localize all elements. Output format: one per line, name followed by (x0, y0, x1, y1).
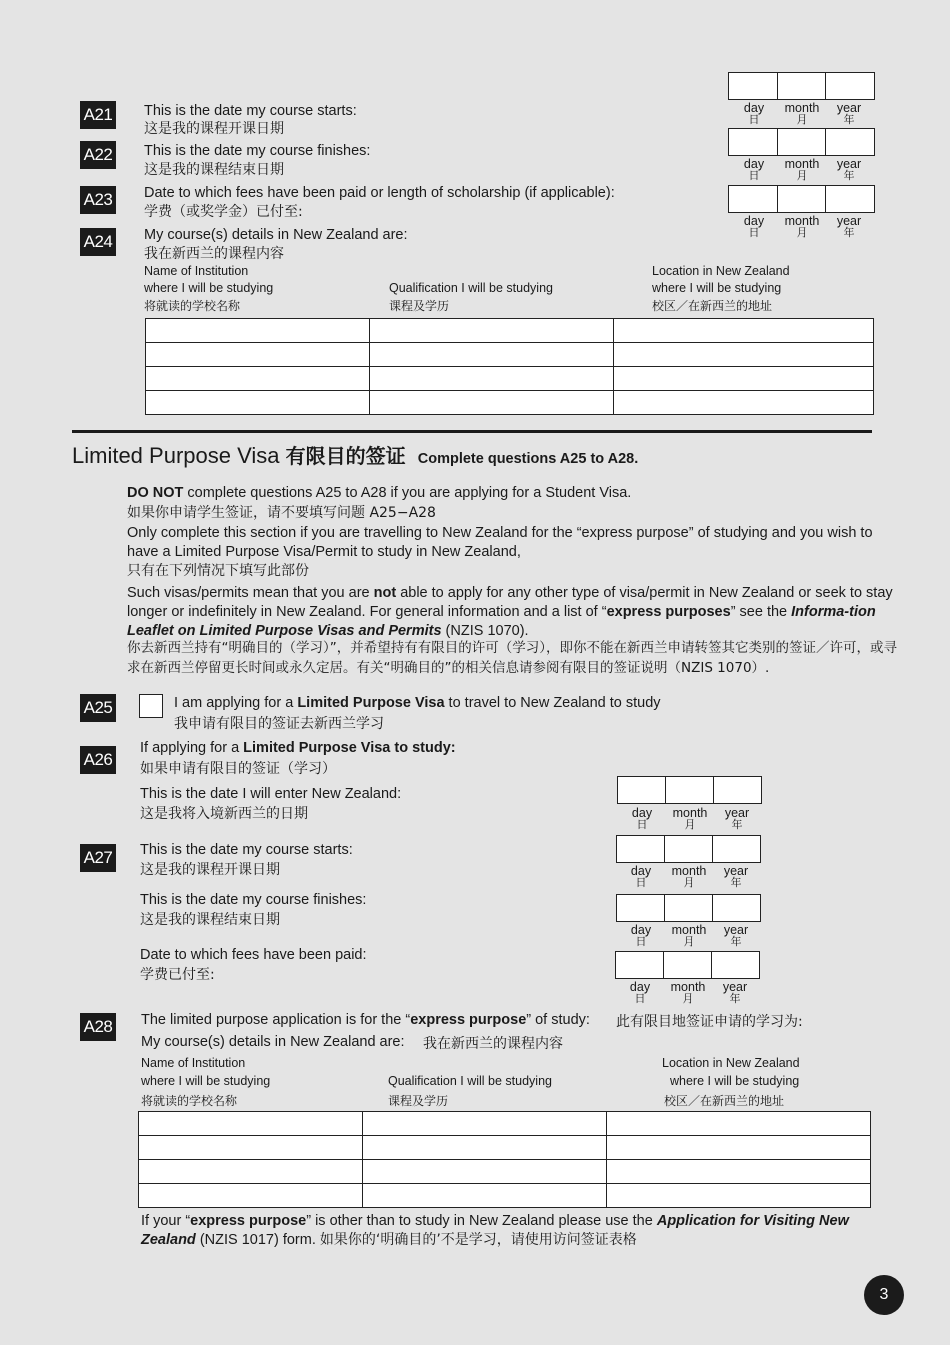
institution-input[interactable] (139, 1160, 362, 1183)
col-qualification-header: Qualification I will be studying (389, 281, 553, 295)
a26-month-input[interactable] (666, 777, 713, 803)
a23-label: Date to which fees have been paid or length of scholarship (if applicable): (144, 185, 615, 201)
question-number-a27: A27 (80, 844, 116, 872)
a22-year-input[interactable] (826, 129, 874, 155)
section-title: Limited Purpose Visa 有限目的签证 Complete questions A25 to A28. (72, 443, 639, 468)
a21-day-input[interactable] (729, 73, 777, 99)
page-number: 3 (864, 1275, 904, 1315)
col-qualification-header: Qualification I will be studying (388, 1074, 552, 1088)
paragraph-do-not-zh: 如果你申请学生签证，请不要填写问题 A25−A28 (127, 505, 436, 521)
col-location-header-zh: 校区／在新西兰的地址 (652, 299, 773, 313)
a27-start-month-input[interactable] (665, 836, 712, 862)
a27-start-month-label: month 月 (671, 864, 707, 889)
footer-note: If your “express purpose” is other than to study in New Zealand please use the Application for Visiting New Zealand (NZIS 1017) form. 如果你的‘明确目的’不是学习，请使用访问签证表格 (141, 1213, 849, 1248)
institution-input[interactable] (139, 1136, 362, 1159)
a27-finish-month-input[interactable] (665, 895, 712, 921)
a27-finish-label-zh: 这是我的课程结束日期 (140, 912, 280, 928)
a27-fees-month-label: month 月 (670, 980, 706, 1005)
qualification-input[interactable] (370, 343, 614, 366)
a23-label-zh: 学费（或奖学金）已付至: (144, 204, 303, 220)
location-input[interactable] (614, 391, 873, 414)
institution-input[interactable] (139, 1184, 362, 1207)
institution-input[interactable] (146, 319, 369, 342)
a27-start-label: This is the date my course starts: (140, 842, 353, 858)
a22-day-label: day 日 (743, 157, 765, 182)
col-qualification-header-zh: 课程及学历 (389, 299, 450, 313)
a23-month-input[interactable] (778, 186, 826, 212)
a27-finish-year-input[interactable] (713, 895, 760, 921)
a26-year-input[interactable] (714, 777, 761, 803)
a22-date-field[interactable] (728, 128, 875, 156)
a23-day-input[interactable] (729, 186, 777, 212)
qualification-input[interactable] (363, 1136, 607, 1159)
a27-finish-month-label: month 月 (671, 923, 707, 948)
location-input[interactable] (607, 1160, 870, 1183)
section-note: Complete questions A25 to A28. (417, 451, 639, 467)
a24-course-table (145, 318, 874, 415)
paragraph-such-visas-zh: 你去新西兰持有“明确目的（学习）”，并希望持有有限目的许可（学习），即你不能在新西兰申请转签其它类别的签证／许可，或寻求在新西兰停留更长时间或永久定居。有关“明确目的”的相关信息请参阅有限目的签证说明（NZIS 1070）. (127, 640, 897, 676)
a23-date-field[interactable] (728, 185, 875, 213)
a27-start-day-label: day 日 (630, 864, 652, 889)
location-input[interactable] (607, 1136, 870, 1159)
a26-month-label: month 月 (672, 806, 708, 831)
question-number-a23: A23 (80, 186, 116, 214)
a22-month-label: month 月 (784, 157, 820, 182)
a26-day-input[interactable] (618, 777, 665, 803)
a28-details-label-zh: 我在新西兰的课程内容 (423, 1036, 563, 1052)
a27-finish-day-input[interactable] (617, 895, 664, 921)
institution-input[interactable] (146, 391, 369, 414)
qualification-input[interactable] (363, 1160, 607, 1183)
a27-fees-month-input[interactable] (664, 952, 711, 978)
a27-finish-year-label: year 年 (723, 923, 749, 948)
a22-day-input[interactable] (729, 129, 777, 155)
qualification-input[interactable] (370, 367, 614, 390)
institution-input[interactable] (146, 343, 369, 366)
a26-day-label: day 日 (631, 806, 653, 831)
col-institution-header-zh: 将就读的学校名称 (144, 299, 241, 313)
location-input[interactable] (607, 1112, 870, 1135)
a21-label: This is the date my course starts: (144, 103, 357, 119)
table-row (139, 1160, 871, 1184)
a22-month-input[interactable] (778, 129, 826, 155)
a23-month-label: month 月 (784, 214, 820, 239)
col-qualification-header-zh: 课程及学历 (388, 1094, 449, 1108)
table-row (146, 367, 874, 391)
a25-checkbox[interactable] (139, 694, 163, 718)
a26-label-zh: 如果申请有限目的签证（学习） (140, 761, 336, 777)
a27-fees-day-input[interactable] (616, 952, 663, 978)
a27-finish-label: This is the date my course finishes: (140, 892, 367, 908)
question-number-a24: A24 (80, 228, 116, 256)
question-number-a26: A26 (80, 746, 116, 774)
a28-label-zh: 此有限目地签证申请的学习为: (616, 1014, 803, 1030)
col-institution-header-2: where I will be studying (144, 281, 274, 295)
a27-start-label-zh: 这是我的课程开课日期 (140, 862, 280, 878)
a21-month-input[interactable] (778, 73, 826, 99)
a26-year-label: year 年 (724, 806, 750, 831)
question-number-a28: A28 (80, 1013, 116, 1041)
col-institution-header-zh: 将就读的学校名称 (141, 1094, 238, 1108)
a21-date-field[interactable] (728, 72, 875, 100)
col-location-header: Location in New Zealand (662, 1056, 800, 1070)
qualification-input[interactable] (370, 391, 614, 414)
question-number-a22: A22 (80, 141, 116, 169)
a21-year-label: year 年 (836, 101, 862, 126)
location-input[interactable] (607, 1184, 870, 1207)
a28-course-table (138, 1111, 871, 1208)
qualification-input[interactable] (363, 1112, 607, 1135)
question-number-a25: A25 (80, 694, 116, 722)
a27-fees-date-field[interactable] (615, 951, 760, 979)
location-input[interactable] (614, 367, 873, 390)
a24-label: My course(s) details in New Zealand are: (144, 227, 408, 243)
a25-label-zh: 我申请有限目的签证去新西兰学习 (174, 716, 384, 732)
a23-year-label: year 年 (836, 214, 862, 239)
table-row (139, 1136, 871, 1160)
a27-fees-label: Date to which fees have been paid: (140, 947, 367, 963)
a28-details-label: My course(s) details in New Zealand are: (141, 1034, 405, 1050)
a26-enter-date-field[interactable] (617, 776, 762, 804)
a27-finish-day-label: day 日 (630, 923, 652, 948)
a22-label-zh: 这是我的课程结束日期 (144, 162, 284, 178)
table-row (146, 319, 874, 343)
a21-day-label: day 日 (743, 101, 765, 126)
a21-month-label: month 月 (784, 101, 820, 126)
paragraph-only-complete-zh: 只有在下列情况下填写此部份 (127, 563, 309, 579)
qualification-input[interactable] (363, 1184, 607, 1207)
location-input[interactable] (614, 343, 873, 366)
a24-label-zh: 我在新西兰的课程内容 (144, 246, 284, 262)
col-location-header-2: where I will be studying (652, 281, 782, 295)
col-institution-header: Name of Institution (141, 1056, 246, 1070)
table-row (139, 1184, 871, 1208)
a28-label: The limited purpose application is for the “express purpose” of study: (141, 1012, 590, 1028)
a21-label-zh: 这是我的课程开课日期 (144, 121, 284, 137)
a27-fees-day-label: day 日 (629, 980, 651, 1005)
paragraph-only-complete: Only complete this section if you are travelling to New Zealand for the “express purpose” of studying and you wish to have a Limited Purpose Visa/Permit to study in New Zealand, (127, 525, 873, 560)
col-institution-header-2: where I will be studying (141, 1074, 271, 1088)
col-institution-header: Name of Institution (144, 264, 249, 278)
a27-start-year-input[interactable] (713, 836, 760, 862)
a25-label: I am applying for a Limited Purpose Visa to travel to New Zealand to study (174, 695, 661, 711)
location-input[interactable] (614, 319, 873, 342)
a21-year-input[interactable] (826, 73, 874, 99)
section-divider (72, 430, 872, 433)
a27-fees-year-label: year 年 (722, 980, 748, 1005)
a22-year-label: year 年 (836, 157, 862, 182)
table-row (139, 1112, 871, 1136)
a26-label: If applying for a Limited Purpose Visa to study: (140, 740, 456, 756)
institution-input[interactable] (139, 1112, 362, 1135)
a27-start-day-input[interactable] (617, 836, 664, 862)
a27-start-date-field[interactable] (616, 835, 761, 863)
table-row (146, 391, 874, 415)
qualification-input[interactable] (370, 319, 614, 342)
a27-finish-date-field[interactable] (616, 894, 761, 922)
a26-enter-label: This is the date I will enter New Zealand: (140, 786, 402, 802)
a26-enter-label-zh: 这是我将入境新西兰的日期 (140, 806, 308, 822)
a22-label: This is the date my course finishes: (144, 143, 371, 159)
col-location-header-zh: 校区／在新西兰的地址 (664, 1094, 785, 1108)
a27-start-year-label: year 年 (723, 864, 749, 889)
a27-fees-label-zh: 学费已付至: (140, 967, 215, 983)
col-location-header-2: where I will be studying (670, 1074, 800, 1088)
paragraph-such-visas: Such visas/permits mean that you are not able to apply for any other type of visa/permit in New Zealand or seek to stay longer or indefinitely in New Zealand. For general information and a list of “express purposes” see the Informa-tion Leaflet on Limited Purpose Visas and Permits (NZIS 1070). (127, 585, 893, 639)
table-row (146, 343, 874, 367)
institution-input[interactable] (146, 367, 369, 390)
col-location-header: Location in New Zealand (652, 264, 790, 278)
question-number-a21: A21 (80, 101, 116, 129)
a27-fees-year-input[interactable] (712, 952, 759, 978)
a23-day-label: day 日 (743, 214, 765, 239)
a23-year-input[interactable] (826, 186, 874, 212)
paragraph-do-not: DO NOT complete questions A25 to A28 if you are applying for a Student Visa. (127, 485, 632, 501)
